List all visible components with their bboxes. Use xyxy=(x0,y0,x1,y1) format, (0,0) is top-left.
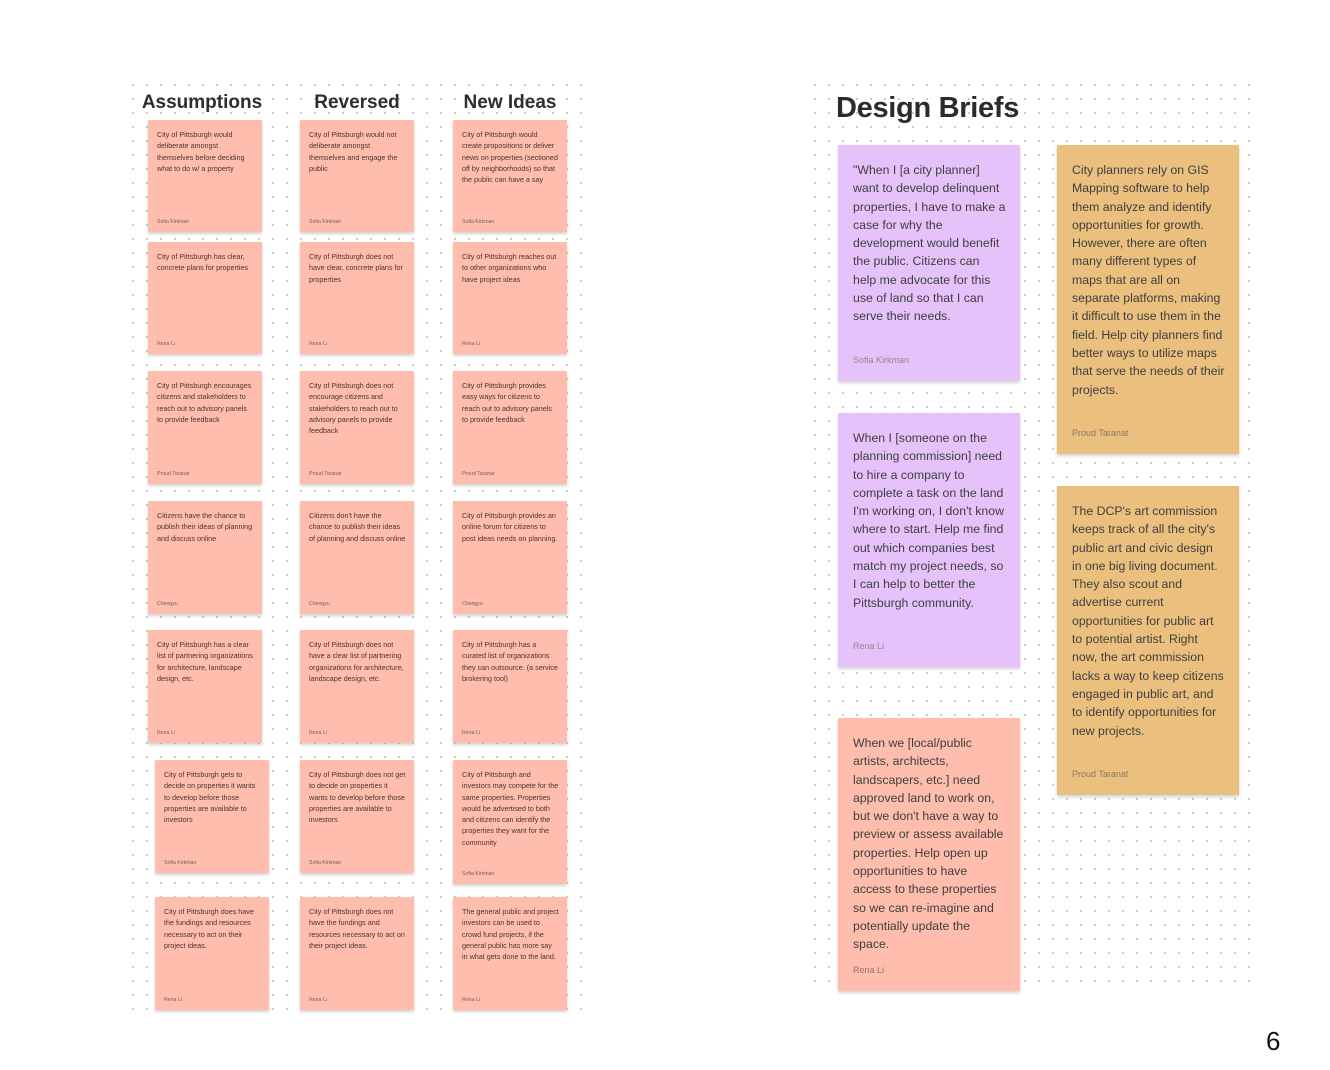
sticky-note-text: City of Pittsburgh does not have clear, concrete plans for properties xyxy=(309,252,403,284)
design-brief-author: Proud Taranat xyxy=(1072,428,1129,438)
sticky-note-text: City of Pittsburgh gets to decide on properties it wants to develop before those properties are available to investors xyxy=(164,770,256,825)
sticky-note-author: Rena Li xyxy=(462,730,480,736)
sticky-note-text: City of Pittsburgh encourages citizens and stakeholders to reach out to advisory panels to provide feedback xyxy=(157,381,252,424)
sticky-note-assumption[interactable] xyxy=(148,371,262,484)
column-header-reversed: Reversed xyxy=(314,92,400,113)
design-brief-text: When I [someone on the planning commission] need to hire a company to complete a task on the land I'm working on, I don't know where to start. Help me find out which companies best match my project needs, so I can help to better the Pittsburgh community. xyxy=(853,431,1004,610)
sticky-note-author: Sofia Kirkman xyxy=(462,871,495,877)
sticky-note-new-idea[interactable] xyxy=(453,371,567,484)
sticky-note-reversed[interactable] xyxy=(300,630,414,743)
sticky-note-author: Sofia Kirkman xyxy=(309,219,342,225)
design-brief-author: Sofia Kirkman xyxy=(853,355,910,365)
sticky-note-assumption[interactable] xyxy=(155,760,269,873)
sticky-note-author: Rena Li xyxy=(157,341,175,347)
design-brief-sticky[interactable] xyxy=(1057,486,1239,795)
sticky-note-text: City of Pittsburgh and investors may compete for the same properties. Properties would be advertised to both and citizens can identify the properties they want for the community xyxy=(462,770,559,847)
sticky-note-reversed[interactable] xyxy=(300,371,414,484)
sticky-note-author: Sofia Kirkman xyxy=(462,219,495,225)
sticky-note-author: Rena Li xyxy=(309,997,327,1003)
sticky-note-text: City of Pittsburgh would not deliberate amongst themselves and engage the public xyxy=(309,130,398,173)
sticky-note-new-idea[interactable] xyxy=(453,501,567,614)
sticky-note-text: City of Pittsburgh provides easy ways for citizens to reach out to advisory panels to provide feedback xyxy=(462,381,552,424)
sticky-note-assumption[interactable] xyxy=(148,501,262,614)
sticky-note-author: Rena Li xyxy=(309,730,327,736)
sticky-note-text: The general public and project investors can be used to crowd fund projects, if the general public has more say in what gets done to the land. xyxy=(462,907,559,962)
design-brief-text: "When I [a city planner] want to develop delinquent properties, I have to make a case for why the development would benefit the public. Citizens can help me advocate for this use of land so that I can serve their needs. xyxy=(853,163,1006,324)
design-briefs-title: Design Briefs xyxy=(836,92,1020,124)
sticky-note-new-idea[interactable] xyxy=(453,630,567,743)
column-header-new-ideas: New Ideas xyxy=(463,92,557,113)
sticky-note-text: Citizens have the chance to publish their ideas of planning and discuss online xyxy=(157,511,253,543)
sticky-note-text: City of Pittsburgh has clear, concrete plans for properties xyxy=(157,252,249,273)
sticky-note-assumption[interactable] xyxy=(148,630,262,743)
sticky-note-author: Chengyu xyxy=(157,601,178,607)
sticky-note-text: City of Pittsburgh provides an online forum for citizens to post ideas needs on planning. xyxy=(462,511,558,543)
sticky-note-reversed[interactable] xyxy=(300,501,414,614)
sticky-note-author: Proud Taranat xyxy=(157,471,190,477)
sticky-note-text: City of Pittsburgh has a curated list of organizations they can outsource. (a service brokering tool) xyxy=(462,640,558,683)
sticky-note-reversed[interactable] xyxy=(300,242,414,354)
sticky-note-author: Rena Li xyxy=(164,997,182,1003)
sticky-note-reversed[interactable] xyxy=(300,897,414,1010)
sticky-note-author: Rena Li xyxy=(462,341,480,347)
design-brief-text: When we [local/public artists, architects, landscapers, etc.] need approved land to work on, but we don't have a way to preview or assess available properties. Help open up opportunities to have access to these properties so we can re-imagine and potentially update the space. xyxy=(853,736,1004,952)
design-brief-text: City planners rely on GIS Mapping software to help them analyze and identify opportunities for growth. However, there are often many different types of maps that are all on separate platforms, making it difficult to use them in the field. Help city planners find better ways to utilize maps that serve the needs of their projects. xyxy=(1072,163,1225,397)
sticky-note-text: City of Pittsburgh does have the fundings and resources necessary to act on their project ideas. xyxy=(164,907,254,950)
sticky-note-text: City of Pittsburgh does not get to decide on properties it wants to develop before those properties are available to investors xyxy=(309,770,406,825)
sticky-note-reversed[interactable] xyxy=(300,760,414,873)
sticky-note-text: City of Pittsburgh does not encourage citizens and stakeholders to reach out to advisory panels to provide feedback xyxy=(309,381,398,436)
sticky-note-text: Citizens don't have the chance to publish their ideas of planning and discuss online xyxy=(309,511,406,543)
column-header-assumptions: Assumptions xyxy=(141,92,263,113)
design-brief-author: Proud Taranat xyxy=(1072,769,1129,779)
sticky-note-assumption[interactable] xyxy=(155,897,269,1010)
sticky-note-author: Rena Li xyxy=(157,730,175,736)
sticky-note-author: Chengyu xyxy=(462,601,483,607)
sticky-note-text: City of Pittsburgh does not have the fundings and resources necessary to act on their project ideas. xyxy=(309,907,405,950)
sticky-note-assumption[interactable] xyxy=(148,120,262,232)
sticky-note-author: Chengyu xyxy=(309,601,330,607)
sticky-note-reversed[interactable] xyxy=(300,120,414,232)
sticky-note-author: Sofia Kirkman xyxy=(157,219,190,225)
design-brief-sticky[interactable] xyxy=(838,718,1020,991)
design-brief-sticky[interactable] xyxy=(838,413,1020,667)
sticky-note-new-idea[interactable] xyxy=(453,760,567,884)
design-brief-text: The DCP's art commission keeps track of all the city's public art and civic design in one big living document. They also scout and advertise current opportunities for public art to potential artist. Right now, the art commission lacks a way to keep citizens engaged in public art, and to identify opportunities for new projects. xyxy=(1072,504,1224,738)
sticky-note-assumption[interactable] xyxy=(148,242,262,354)
sticky-note-text: City of Pittsburgh reaches out to other organizations who have project ideas xyxy=(462,252,557,284)
page-number: 6 xyxy=(1266,1026,1281,1056)
design-brief-sticky[interactable] xyxy=(1057,145,1239,454)
sticky-note-author: Proud Taranat xyxy=(462,471,495,477)
sticky-note-author: Proud Taranat xyxy=(309,471,342,477)
sticky-note-author: Rena Li xyxy=(309,341,327,347)
sticky-note-new-idea[interactable] xyxy=(453,242,567,354)
sticky-note-author: Sofia Kirkman xyxy=(164,860,197,866)
sticky-note-text: City of Pittsburgh has a clear list of partnering organizations for architecture, landscape design, etc. xyxy=(157,640,253,683)
sticky-note-new-idea[interactable] xyxy=(453,897,567,1010)
sticky-note-author: Sofia Kirkman xyxy=(309,860,342,866)
sticky-note-new-idea[interactable] xyxy=(453,120,567,232)
sticky-note-text: City of Pittsburgh would deliberate amongst themselves before deciding what to do w/ a property xyxy=(157,130,245,173)
sticky-note-text: City of Pittsburgh would create propositions or deliver news on properties (sectioned off by neighborhoods) so that the public can have a say xyxy=(462,130,558,185)
design-brief-author: Rena Li xyxy=(853,641,885,651)
sticky-note-text: City of Pittsburgh does not have a clear list of partnering organizations for architecture, landscape design, etc. xyxy=(309,640,404,683)
design-brief-author: Rena Li xyxy=(853,965,885,975)
design-brief-sticky[interactable] xyxy=(838,145,1020,381)
sticky-note-author: Rena Li xyxy=(462,997,480,1003)
